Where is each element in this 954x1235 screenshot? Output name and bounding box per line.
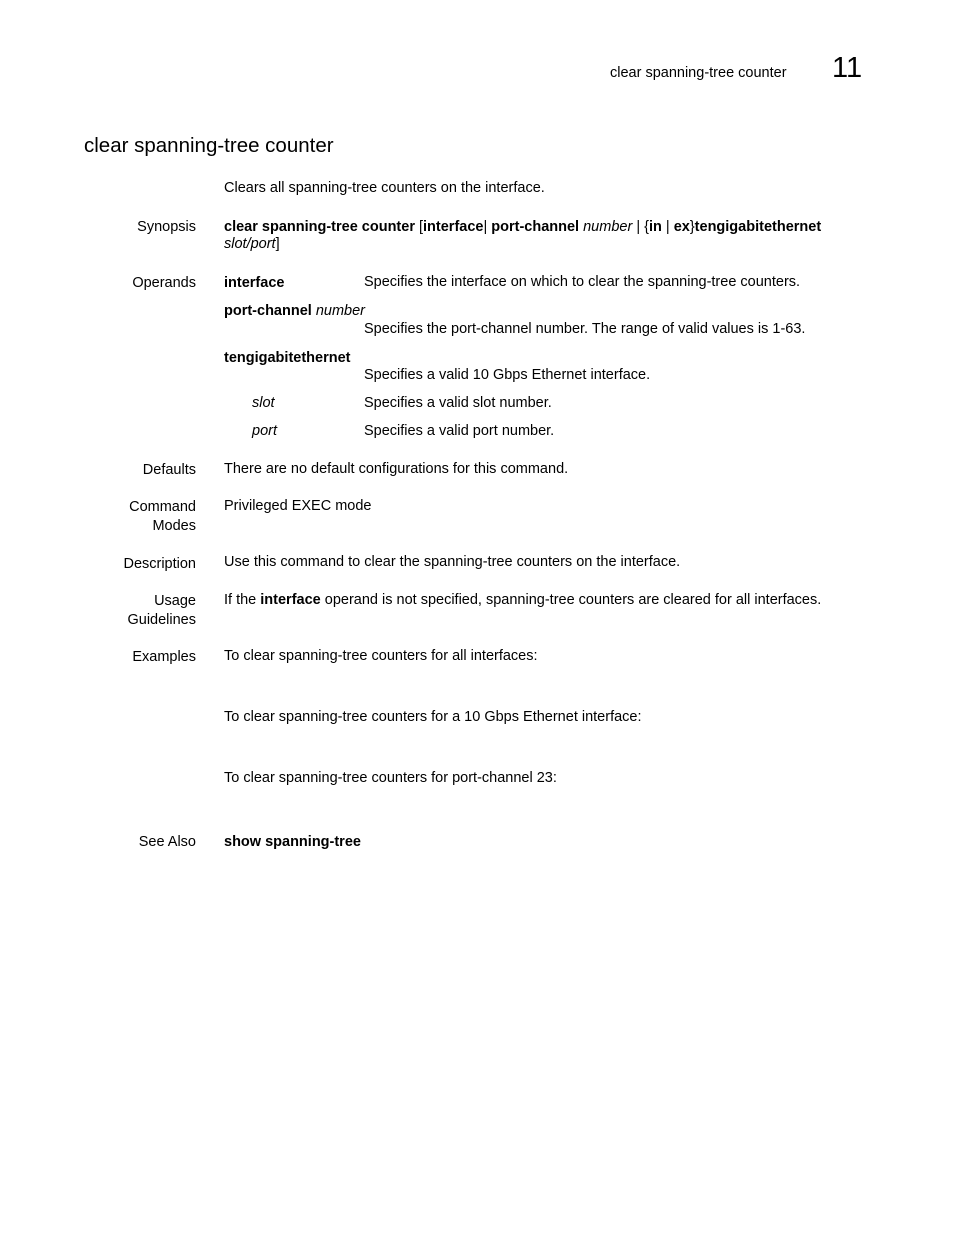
example-1: To clear spanning-tree counters for all interfaces: — [224, 648, 538, 664]
operand-slot-desc: Specifies a valid slot number. — [364, 395, 552, 411]
description-text: Use this command to clear the spanning-tree counters on the interface. — [224, 554, 681, 570]
label-modes: Modes — [152, 518, 196, 534]
operand-port-term: port — [252, 423, 277, 439]
synopsis-line-1 — [224, 219, 821, 235]
example-3: To clear spanning-tree counters for port-channel 23: — [224, 770, 557, 786]
operand-interface-desc: Specifies the interface on which to clear the spanning-tree counters. — [364, 274, 801, 290]
label-defaults: Defaults — [142, 462, 196, 478]
synopsis-command: clear spanning-tree counter — [224, 219, 415, 235]
label-usage: Usage — [154, 593, 196, 609]
synopsis-separator: | — [483, 219, 492, 235]
chapter-number: 11 — [832, 52, 863, 84]
defaults-text: There are no default configurations for this command. — [224, 461, 569, 477]
operand-slot-term: slot — [252, 395, 275, 411]
usage-post: operand is not specified, spanning-tree counters are cleared for all interfaces. — [320, 592, 822, 608]
synopsis-interface: interface — [423, 219, 484, 235]
synopsis-port-channel: port-channel — [491, 219, 580, 235]
synopsis-line-2 — [224, 236, 280, 252]
label-examples: Examples — [132, 649, 196, 665]
operand-tengig-term: tengigabitethernet — [224, 350, 351, 366]
operand-port-desc: Specifies a valid port number. — [364, 423, 555, 439]
usage-keyword: interface — [260, 592, 321, 608]
usage-text — [224, 592, 821, 608]
running-header-title: clear spanning-tree counter — [610, 65, 787, 81]
synopsis-in: in — [648, 219, 662, 235]
operand-port-channel — [224, 303, 365, 319]
operand-interface-term: interface — [224, 275, 285, 291]
intro-text: Clears all spanning-tree counters on the interface. — [224, 180, 545, 196]
synopsis-brace: } — [689, 219, 695, 235]
synopsis-slot-port: slot/port — [224, 236, 276, 252]
label-operands: Operands — [132, 275, 196, 291]
label-synopsis: Synopsis — [137, 219, 196, 235]
synopsis-separator: | { — [632, 219, 649, 235]
page-title: clear spanning-tree counter — [84, 134, 334, 157]
operand-port-channel-arg: number — [311, 303, 366, 319]
operand-tengig-desc: Specifies a valid 10 Gbps Ethernet interface. — [364, 367, 651, 383]
see-also-link[interactable]: show spanning-tree — [224, 834, 361, 850]
label-guidelines: Guidelines — [127, 612, 196, 628]
synopsis-separator: | — [661, 219, 674, 235]
operand-port-channel-term: port-channel — [224, 303, 312, 319]
synopsis-tengig: tengigabitethernet — [694, 219, 822, 235]
label-command: Command — [129, 499, 196, 515]
synopsis-number-arg: number — [579, 219, 633, 235]
label-description: Description — [123, 556, 196, 572]
label-see-also: See Also — [138, 834, 196, 850]
usage-pre: If the — [224, 592, 261, 608]
modes-text: Privileged EXEC mode — [224, 498, 372, 514]
synopsis-ex: ex — [673, 219, 690, 235]
synopsis-bracket: [ — [414, 219, 424, 235]
example-2: To clear spanning-tree counters for a 10 Gbps Ethernet interface: — [224, 709, 642, 725]
operand-port-channel-desc: Specifies the port-channel number. The range of valid values is 1-63. — [364, 321, 806, 337]
synopsis-bracket: ] — [275, 236, 280, 252]
